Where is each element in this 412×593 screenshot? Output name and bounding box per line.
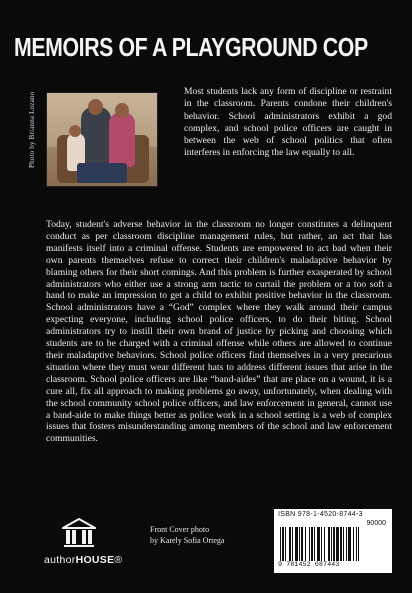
- side-photo-credit: Photo by Brianna Lozano: [28, 92, 36, 169]
- front-cover-credit-line1: Front Cover photo: [150, 525, 210, 534]
- price-code: 90000: [366, 520, 386, 527]
- authorhouse-logo-icon: [62, 518, 96, 548]
- isbn-barcode: [274, 509, 392, 573]
- publisher-logo: [44, 518, 123, 578]
- intro-paragraph: Most students lack any form of discipline or restraint in the classroom. Parents condone their children's behavior. School administrators exhibit a god complex, and school police officers are caught in between the web of school politics that often interferes in enforcing the law equally to all.: [184, 86, 392, 159]
- front-cover-credit: [150, 524, 262, 546]
- barcode-digits: 9 781452 087443: [278, 561, 340, 568]
- isbn-number: ISBN 978-1-4520-8744-3: [278, 511, 363, 518]
- description-paragraph: Today, student's adverse behavior in the classroom no longer constitutes a delinquent conduct as per classroom discipline management rules, but rather, an act that has manifests itself into a criminal offense. Students are empowered to act bad when their own parents themselves refuse to correct their children's maladaptive behavior by blaming others for their short comings. And this problem is further exasperated by school administrators who either use a strong arm tactic to curtail the problem or a too soft a hand to make an impression to get a child to exhibit positive behavior in the classroom. School administrators have a “God” complex where they walk around their campus expecting everyone, including school police officers, to do their biting. School administrators try to instill their own brand of justice by picking and choosing which students are to be charged with a criminal offense while others are allowed to continue their maladaptive behaviors. School police officers find themselves in a very precarious situation where they must wear different hats to address different issues that arise in the classroom. School police officers are like “band-aides” that are place on a wound, it is a cure all, fix all approach to making problems go away, unfortunately, when dealing with the school community school police officers, and law enforcement in general, cannot use a band-aide to make things better as police work in a school setting is a web of complex issues that fosters misunderstanding among members of the school and law enforcement communities.: [46, 219, 392, 445]
- publisher-name: authorHOUSE®: [44, 554, 123, 566]
- barcode-bars: [280, 527, 386, 561]
- author-family-photo: [46, 92, 158, 187]
- book-title: MEMOIRS OF A PLAYGROUND COP: [14, 32, 368, 62]
- front-cover-credit-line2: by Karely Sofia Ortega: [150, 536, 225, 545]
